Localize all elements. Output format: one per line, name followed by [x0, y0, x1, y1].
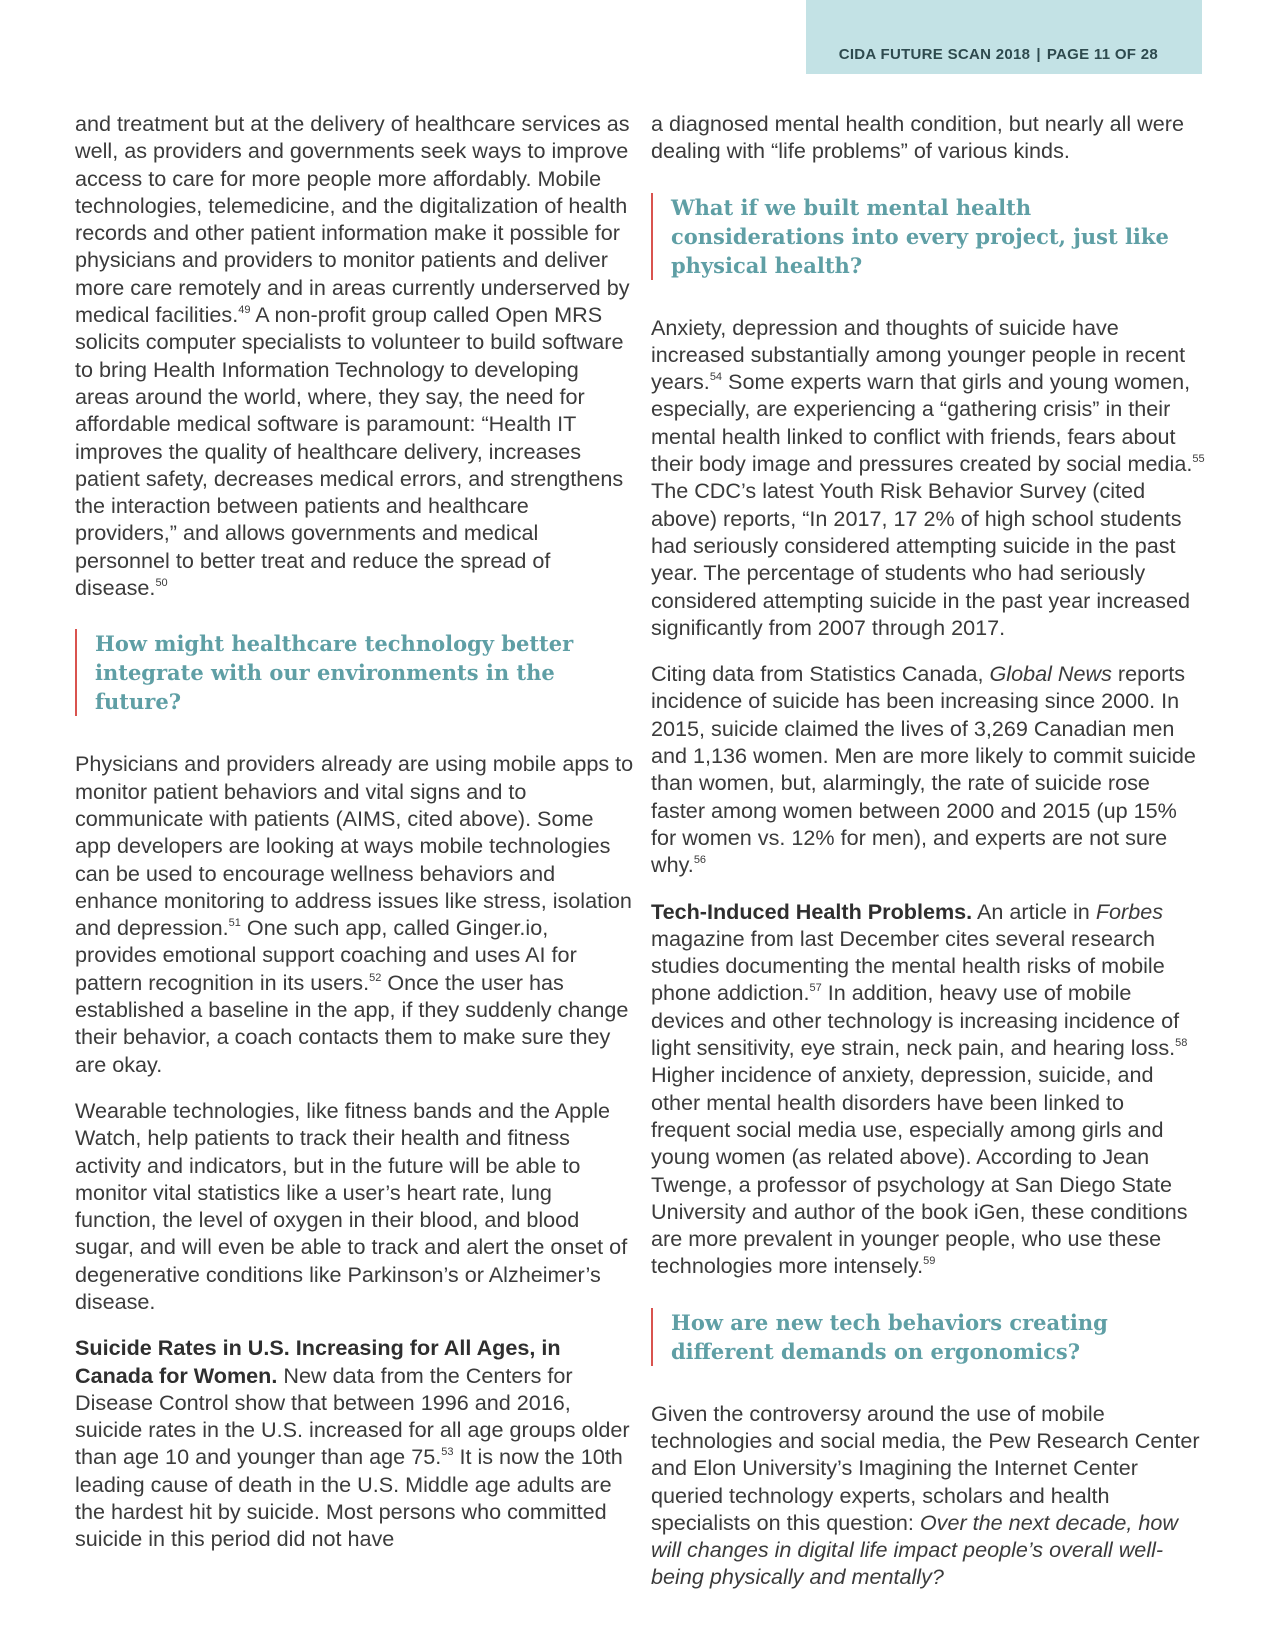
footnote-ref: 52: [369, 971, 382, 984]
paragraph: Suicide Rates in U.S. Increasing for All Ages, in Canada for Women. New data from the Centers for Disease Control show that between 1996 and 2016, suicide rates in the U.S. increased for all age groups older than age 10 and younger than age 75.53 It is now the 10th leading cause of death in the U.S. Middle age adults are the hardest hit by suicide. Most persons who committed suicide in this period did not have: [75, 1335, 630, 1552]
page-number: PAGE 11 OF 28: [1046, 46, 1158, 63]
header-bar: [806, 0, 1202, 74]
paragraph: Anxiety, depression and thoughts of suicide have increased substantially among younger people in recent years.$^{54}$ Some experts warn that girls and young women, especially, are experiencing a “gathering crisis” in their mental health linked to conflict with friends, fears about their body image and pressures created by social media.$^{55}$ The CDC’s latest Youth Risk Behavior Survey (cited above) reports, “In 2017, 17 2% of high school students had seriously considered attempting suicide in the past year. The percentage of students who had seriously considered attempting suicide in the past year increased significantly from 2007 through 2017.: [651, 314, 1205, 640]
callout-question: How are new tech behaviors creating different demands on ergonomics?: [651, 1308, 1206, 1366]
footnote-ref: 51: [228, 917, 241, 930]
footnote-ref: 49: [238, 304, 251, 317]
footnote-ref: 57: [809, 982, 822, 995]
header-separator: |: [1036, 46, 1041, 63]
footnote-ref: 50: [155, 577, 168, 590]
paragraph: Physicians and providers already are using mobile apps to monitor patient behaviors and vital signs and to communicate with patients (AIMS, cited above). Some app developers are looking at ways mobile technologies can be used to encourage wellness behaviors and enhance monitoring to address issues like stress, isolation and depression.$^{51}$ One such app, called Ginger.io, provides emotional support coaching and uses AI for pattern recognition in its users.$^{52}$ Once the user has established a baseline in the app, if they suddenly change their behavior, a coach contacts them to make sure they are okay.: [75, 751, 634, 1077]
paragraph: and treatment but at the delivery of healthcare services as well, as providers and governments seek ways to improve access to care for more people more affordably. Mobile technologies, telemedicine, and the digitalization of health records and other patient information make it possible for physicians and providers to monitor patients and deliver more care remotely and in areas currently underserved by medical facilities.$^{49}$ A non-profit group called Open MRS solicits computer specialists to volunteer to build software to bring Health Information Technology to developing areas around the world, where, they say, the need for affordable medical software is paramount: “Health IT improves the quality of healthcare delivery, increases patient safety, decreases medical errors, and strengthens the interaction between patients and healthcare providers,” and allows governments and medical personnel to better treat and reduce the spread of disease.$^{50}$: [75, 111, 630, 601]
footnote-ref: 55: [1192, 453, 1205, 466]
paragraph: a diagnosed mental health condition, but nearly all were dealing with “life problems” of various kinds.: [651, 111, 1184, 164]
callout-question: How might healthcare technology better integrate with our environments in the future?: [75, 629, 635, 716]
footnote-ref: 59: [923, 1255, 936, 1268]
footnote-ref: 54: [709, 371, 723, 384]
footnote-ref: 53: [441, 1446, 454, 1459]
footnote-ref: 58: [1175, 1037, 1188, 1050]
run-in-heading: Suicide Rates in U.S. Increasing for All Ages, in Canada for Women.: [75, 1335, 561, 1388]
callout-question: What if we built mental health considerations into every project, just like physical health?: [651, 193, 1206, 280]
right-column: [651, 110, 1206, 1610]
paragraph: Citing data from Statistics Canada, Global News reports incidence of suicide has been increasing since 2000. In 2015, suicide claimed the lives of 3,269 Canadian men and 1,136 women. Men are more likely to commit suicide than women, but, alarmingly, the rate of suicide rose faster among women between 2000 and 2015 (up 15% for women vs. 12% for men), and experts are not sure why.$^{56}$: [651, 661, 1196, 878]
left-column: [75, 110, 635, 1572]
paragraph: Given the controversy around the use of mobile technologies and social media, the Pew Research Center and Elon University’s Imagining the Internet Center queried technology experts, scholars and health specialists on this question: Over the next decade, how will changes in digital life impact people’s overall well-being physically and mentally?: [651, 1400, 1200, 1590]
running-header: [839, 46, 1158, 63]
paragraph: Tech-Induced Health Problems. An article in Forbes magazine from last December cites several research studies documenting the mental health risks of mobile phone addiction.$^{57}$ In addition, heavy use of mobile devices and other technology is increasing incidence of light sensitivity, eye strain, neck pain, and hearing loss.$^{58}$ Higher incidence of anxiety, depression, suicide, and other mental health disorders have been linked to frequent social media use, especially among girls and young women (as related above). According to Jean Twenge, a professor of psychology at San Diego State University and author of the book iGen, these conditions are more prevalent in younger people, who use these technologies more intensely.$^{59}$: [651, 898, 1188, 1279]
run-in-heading: Tech-Induced Health Problems.: [651, 898, 973, 924]
footnote-ref: 56: [693, 854, 707, 867]
publication-title: CIDA FUTURE SCAN 2018: [838, 46, 1031, 63]
paragraph: Wearable technologies, like fitness bands and the Apple Watch, help patients to track their health and fitness activity and indicators, but in the future will be able to monitor vital statistics like a user’s heart rate, lung function, the level of oxygen in their blood, and blood sugar, and will even be able to track and alert the onset of degenerative conditions like Parkinson’s or Alzheimer’s disease.: [75, 1097, 628, 1314]
